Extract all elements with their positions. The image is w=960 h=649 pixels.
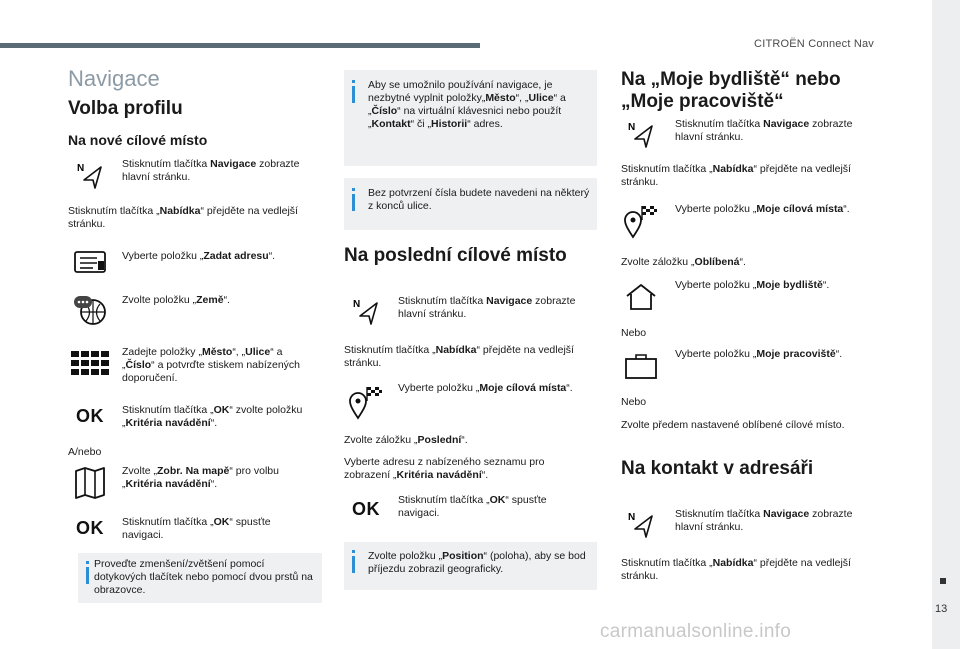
step-my-work: Vyberte položku „Moje pracoviště“. <box>675 348 843 360</box>
note-zoom: Proveďte zmenšení/zvětšení pomocí dotykových tlačítek nebo pomocí dvou prstů na obrazovce. <box>78 553 322 603</box>
step-favorites-tab: Zvolte záložku „Oblíbená“. <box>621 256 746 268</box>
svg-text:N: N <box>628 122 636 133</box>
or-label: Nebo <box>621 327 647 339</box>
step-navigation: Stisknutím tlačítka Navigace zobrazte hlavní stránku. <box>675 508 853 533</box>
step-select-address: Vyberte adresu z nabízeného seznamu pro zobrazení „Kritéria navádění“. <box>344 456 545 481</box>
step-navigation: Stisknutím tlačítka Navigace zobrazte hlavní stránku. <box>122 158 300 183</box>
navigation-arrow-icon <box>70 160 110 190</box>
note-required-fields: Aby se umožnilo používání navigace, je nezbytné vyplnit položky„Město“, „Ulice“ a „Číslo“ na virtuální klávesnici nebo použít „Kontakt“ či „Historii“ adres. <box>344 70 597 166</box>
navigation-arrow-icon <box>621 119 661 149</box>
step-andor: A/nebo <box>68 446 102 458</box>
step-enter-address: Vyberte položku „Zadat adresu“. <box>122 250 276 262</box>
step-my-home: Vyberte položku „Moje bydliště“. <box>675 279 830 291</box>
info-note-icon <box>86 561 89 564</box>
section-title-profile: Volba profilu <box>68 98 183 119</box>
svg-text:N: N <box>353 299 361 310</box>
checkered-flag-pin-icon <box>346 388 386 418</box>
briefcase-icon <box>621 351 661 381</box>
section-title-home-work: Na „Moje bydliště“ nebo „Moje pracoviště“ <box>621 69 841 112</box>
header-rule <box>0 43 480 48</box>
step-ok-start: Stisknutím tlačítka „OK“ spusťte navigaci. <box>122 516 271 541</box>
ok-button[interactable]: OK <box>352 498 380 519</box>
step-menu: Stisknutím tlačítka „Nabídka“ přejděte na vedlejší stránku. <box>68 205 298 230</box>
page-number: 13 <box>935 603 948 615</box>
brand-header: CITROËN Connect Nav <box>754 38 874 50</box>
step-my-destinations: Vyberte položku „Moje cílová místa“. <box>675 203 850 215</box>
subsection-title-new-destination: Na nové cílové místo <box>68 132 208 148</box>
note-position: Zvolte položku „Position“ (poloha), aby se bod příjezdu zobrazil geograficky. <box>344 542 597 590</box>
info-note-icon <box>352 80 355 83</box>
step-navigation: Stisknutím tlačítka Navigace zobrazte hlavní stránku. <box>398 295 576 320</box>
info-note-icon <box>352 188 355 191</box>
step-menu: Stisknutím tlačítka „Nabídka“ přejděte na vedlejší stránku. <box>621 557 851 582</box>
step-navigation: Stisknutím tlačítka Navigace zobrazte hlavní stránku. <box>675 118 853 143</box>
section-title-contact: Na kontakt v adresáři <box>621 458 814 479</box>
step-city-street-number: Zadejte položky „Město“, „Ulice“ a „Číslo“ a potvrďte stiskem nabízených doporučení. <box>122 346 301 384</box>
section-title-last-destination: Na poslední cílové místo <box>344 245 567 266</box>
step-preset-favorite: Zvolte předem nastavené oblíbené cílové místo. <box>621 419 845 431</box>
page-marker <box>940 578 946 584</box>
menu-list-icon <box>70 248 110 278</box>
step-show-on-map: Zvolte „Zobr. Na mapě“ pro volbu „Kritéria navádění“. <box>122 465 279 490</box>
checkered-flag-pin-icon <box>621 207 661 237</box>
svg-text:N: N <box>77 163 85 174</box>
navigation-arrow-icon <box>621 509 661 539</box>
ok-button[interactable]: OK <box>76 405 104 426</box>
step-ok-criteria: Stisknutím tlačítka „OK“ zvolte položku „Kritéria navádění“. <box>122 404 303 429</box>
watermark: carmanualsonline.info <box>600 621 792 642</box>
globe-chat-icon <box>70 296 110 326</box>
step-my-destinations: Vyberte položku „Moje cílová místa“. <box>398 382 573 394</box>
svg-text:N: N <box>628 512 636 523</box>
step-ok-start: Stisknutím tlačítka „OK“ spusťte navigaci. <box>398 494 547 519</box>
step-menu: Stisknutím tlačítka „Nabídka“ přejděte na vedlejší stránku. <box>344 344 574 369</box>
folded-map-icon <box>70 468 110 498</box>
ok-button[interactable]: OK <box>76 517 104 538</box>
step-menu: Stisknutím tlačítka „Nabídka“ přejděte na vedlejší stránku. <box>621 163 851 188</box>
page-sidebar-strip <box>932 0 960 649</box>
step-country: Zvolte položku „Země“. <box>122 294 230 306</box>
or-label: Nebo <box>621 396 647 408</box>
note-no-number: Bez potvrzení čísla budete navedeni na některý z konců ulice. <box>344 178 597 230</box>
chapter-title: Navigace <box>68 66 160 91</box>
navigation-arrow-icon <box>346 296 386 326</box>
info-note-icon <box>352 550 355 553</box>
home-icon <box>621 282 661 312</box>
keyboard-icon <box>70 348 110 378</box>
step-recent-tab: Zvolte záložku „Poslední“. <box>344 434 468 446</box>
